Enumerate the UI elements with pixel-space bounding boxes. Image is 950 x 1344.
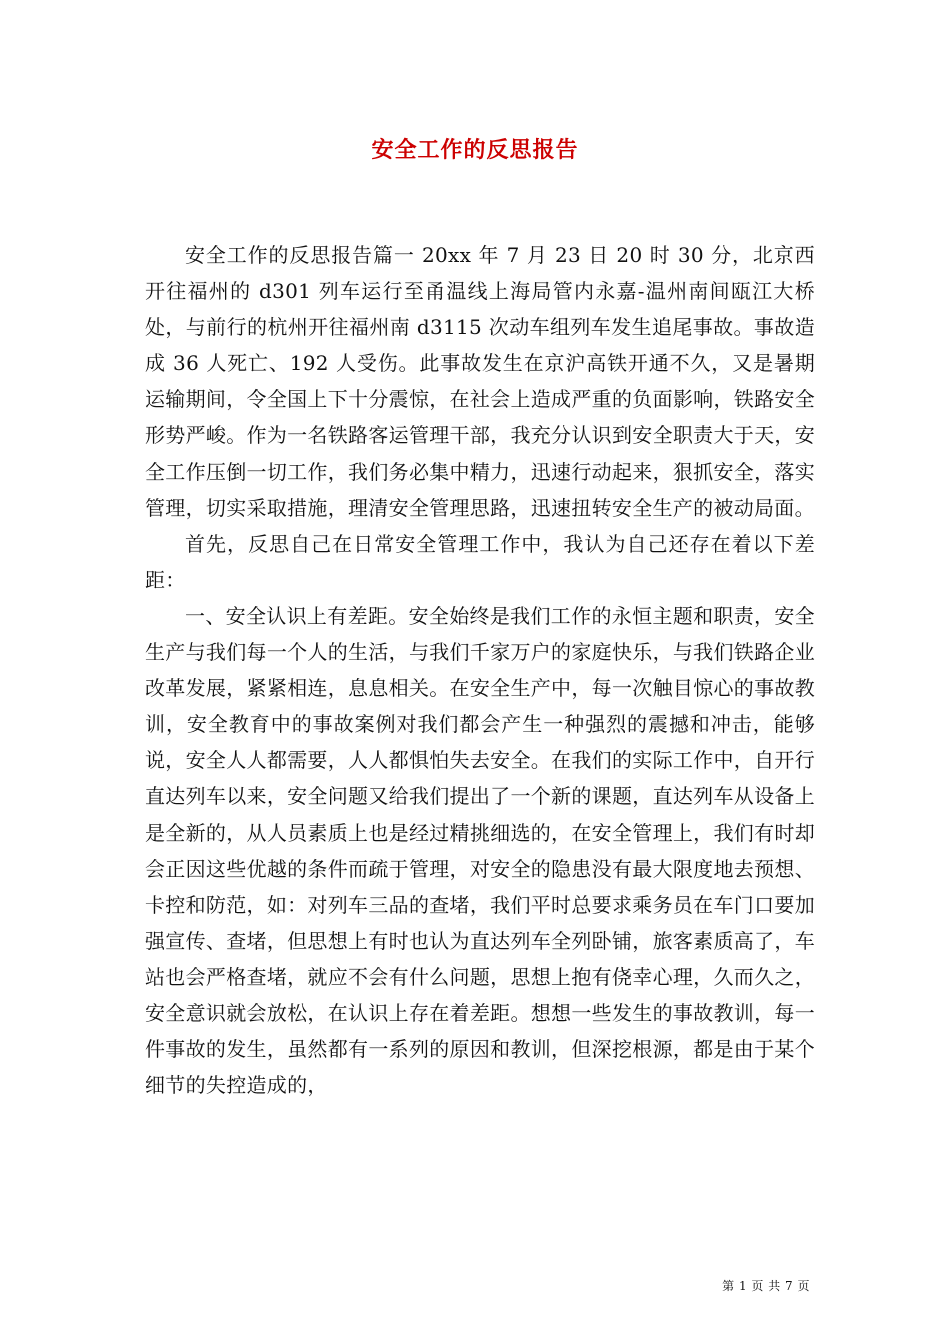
paragraph: 安全工作的反思报告篇一 20xx 年 7 月 23 日 20 时 30 分，北京西开往福州的 d301 列车运行至甬温线上海局管内永嘉-温州南间瓯江大桥处，与前行的杭州开往福州南 d3115 次动车组列车发生追尾事故。事故造成 36 人死亡、192 人受伤。此事故发生在京沪高铁开通不久，又是暑期运输期间，令全国上下十分震惊，在社会上造成严重的负面影响，铁路安全形势严峻。作为一名铁路客运管理干部，我充分认识到安全职责大于天，安全工作压倒一切工作，我们务必集中精力，迅速行动起来，狠抓安全，落实管理，切实采取措施，理清安全管理思路，迅速扭转安全生产的被动局面。 <box>145 243 815 520</box>
document-title: 安全工作的反思报告 <box>371 137 579 163</box>
document-body <box>145 237 815 1103</box>
page-number: 第 1 页 共 7 页 <box>722 1279 810 1293</box>
paragraph: 首先，反思自己在日常安全管理工作中，我认为自己还存在着以下差距： <box>145 531 815 592</box>
paragraph: 一、安全认识上有差距。安全始终是我们工作的永恒主题和职责，安全生产与我们每一个人的生活，与我们千家万户的家庭快乐，与我们铁路企业改革发展，紧紧相连，息息相关。在安全生产中，每一次触目惊心的事故教训，安全教育中的事故案例对我们都会产生一种强烈的震撼和冲击，能够说，安全人人都需要，人人都惧怕失去安全。在我们的实际工作中，自开行直达列车以来，安全问题又给我们提出了一个新的课题，直达列车从设备上是全新的，从人员素质上也是经过精挑细选的，在安全管理上，我们有时却会正因这些优越的条件而疏于管理，对安全的隐患没有最大限度地去预想、卡控和防范，如：对列车三品的查堵，我们平时总要求乘务员在车门口要加强宣传、查堵，但思想上有时也认为直达列车全列卧铺，旅客素质高了，车站也会严格查堵，就应不会有什么问题，思想上抱有侥幸心理，久而久之，安全意识就会放松，在认识上存在着差距。想想一些发生的事故教训，每一件事故的发生，虽然都有一系列的原因和教训，但深挖根源，都是由于某个细节的失控造成的， <box>145 603 815 1098</box>
